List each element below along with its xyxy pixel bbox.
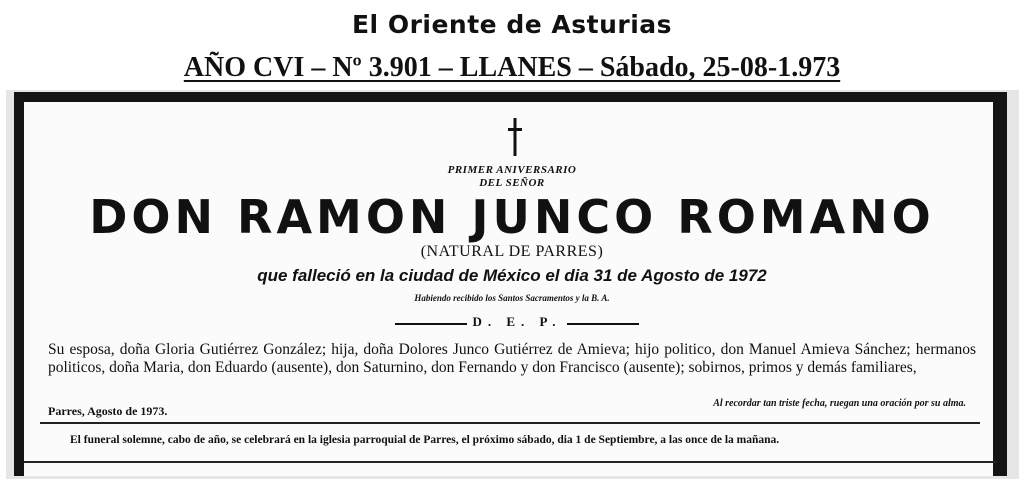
bottom-rule <box>24 461 997 463</box>
death-line: que falleció en la ciudad de México el dia 31 de Agosto de 1972 <box>257 266 767 285</box>
rip-text: D. E. P. <box>472 314 562 329</box>
cross-icon <box>507 118 523 156</box>
rip-row <box>395 314 639 332</box>
del-senor-label: DEL SEÑOR <box>479 177 545 189</box>
family-paragraph: Su esposa, doña Gloria Gutiérrez González; hija, doña Dolores Junco Gutiérrez de Amieva; hijo politico, don Manuel Amieva Sánchez; hermanos politicos, doña Maria, don Eduardo (ausente), don Saturnino, don Fernando y don Francisco (ausente); sobirnos, primos y demás familiares, <box>48 341 976 376</box>
issue-line-text: AÑO CVI – Nº 3.901 – LLANES – Sábado, 25-08-1.973 <box>183 52 841 83</box>
rip-rule-right <box>567 323 639 325</box>
anniversary-label: PRIMER ANIVERSARIO <box>447 164 577 176</box>
natural-de: (NATURAL DE PARRES) <box>420 243 604 260</box>
issue-line <box>0 52 1024 84</box>
funeral-notice: El funeral solemne, cabo de año, se celebrará en la iglesia parroquial de Parres, el próximo sábado, dia 1 de Septiembre, a las once de la mañana. <box>70 434 780 446</box>
deceased-name: DON RAMON JUNCO ROMANO <box>89 190 935 244</box>
place-date: Parres, Agosto de 1973. <box>48 404 168 418</box>
divider-rule <box>40 422 980 424</box>
newspaper-title: El Oriente de Asturias <box>351 10 673 39</box>
prayer-line: Al recordar tan triste fecha, ruegan una oración por su alma. <box>713 398 966 409</box>
rip-rule-left <box>395 323 467 325</box>
sacraments-line: Habiendo recibido los Santos Sacramentos y la B. A. <box>414 293 610 303</box>
